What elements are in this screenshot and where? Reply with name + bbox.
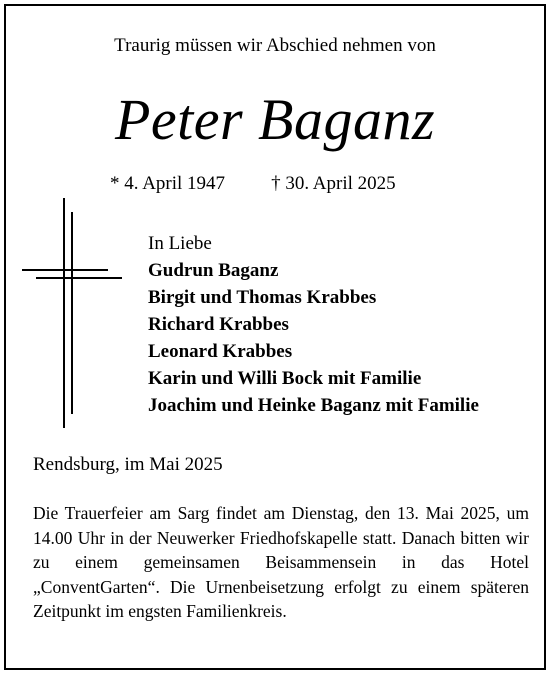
mourners-lead: In Liebe (148, 233, 212, 254)
life-dates (110, 173, 396, 195)
mourner-name: Gudrun Baganz (148, 260, 279, 281)
place-date: Rendsburg, im Mai 2025 (33, 454, 223, 475)
birth-date: * 4. April 1947 (110, 173, 226, 194)
mourner-name: Birgit und Thomas Krabbes (148, 287, 377, 308)
mourner-name: Karin und Willi Bock mit Familie (148, 368, 422, 389)
mourner-name: Joachim und Heinke Baganz mit Familie (148, 395, 479, 416)
funeral-notice: Die Trauerfeier am Sarg findet am Dienstag, den 13. Mai 2025, um 14.00 Uhr in der Neuwerker Friedhofskapelle statt. Danach bitten wir zu einem gemeinsamen Beisammensein in das Hotel „ConventGarten“. Die Urnenbeisetzung erfolgt zu einem späteren Zeitpunkt im engsten Familienkreis. (33, 503, 529, 621)
cross-icon (22, 198, 122, 428)
obituary-notice (4, 4, 546, 670)
deceased-name: Peter Baganz (114, 87, 436, 152)
death-date: † 30. April 2025 (271, 173, 396, 194)
mourner-name: Richard Krabbes (148, 314, 289, 335)
intro-text: Traurig müssen wir Abschied nehmen von (114, 35, 436, 56)
mourner-name: Leonard Krabbes (148, 341, 293, 362)
mourners-list (148, 230, 479, 419)
